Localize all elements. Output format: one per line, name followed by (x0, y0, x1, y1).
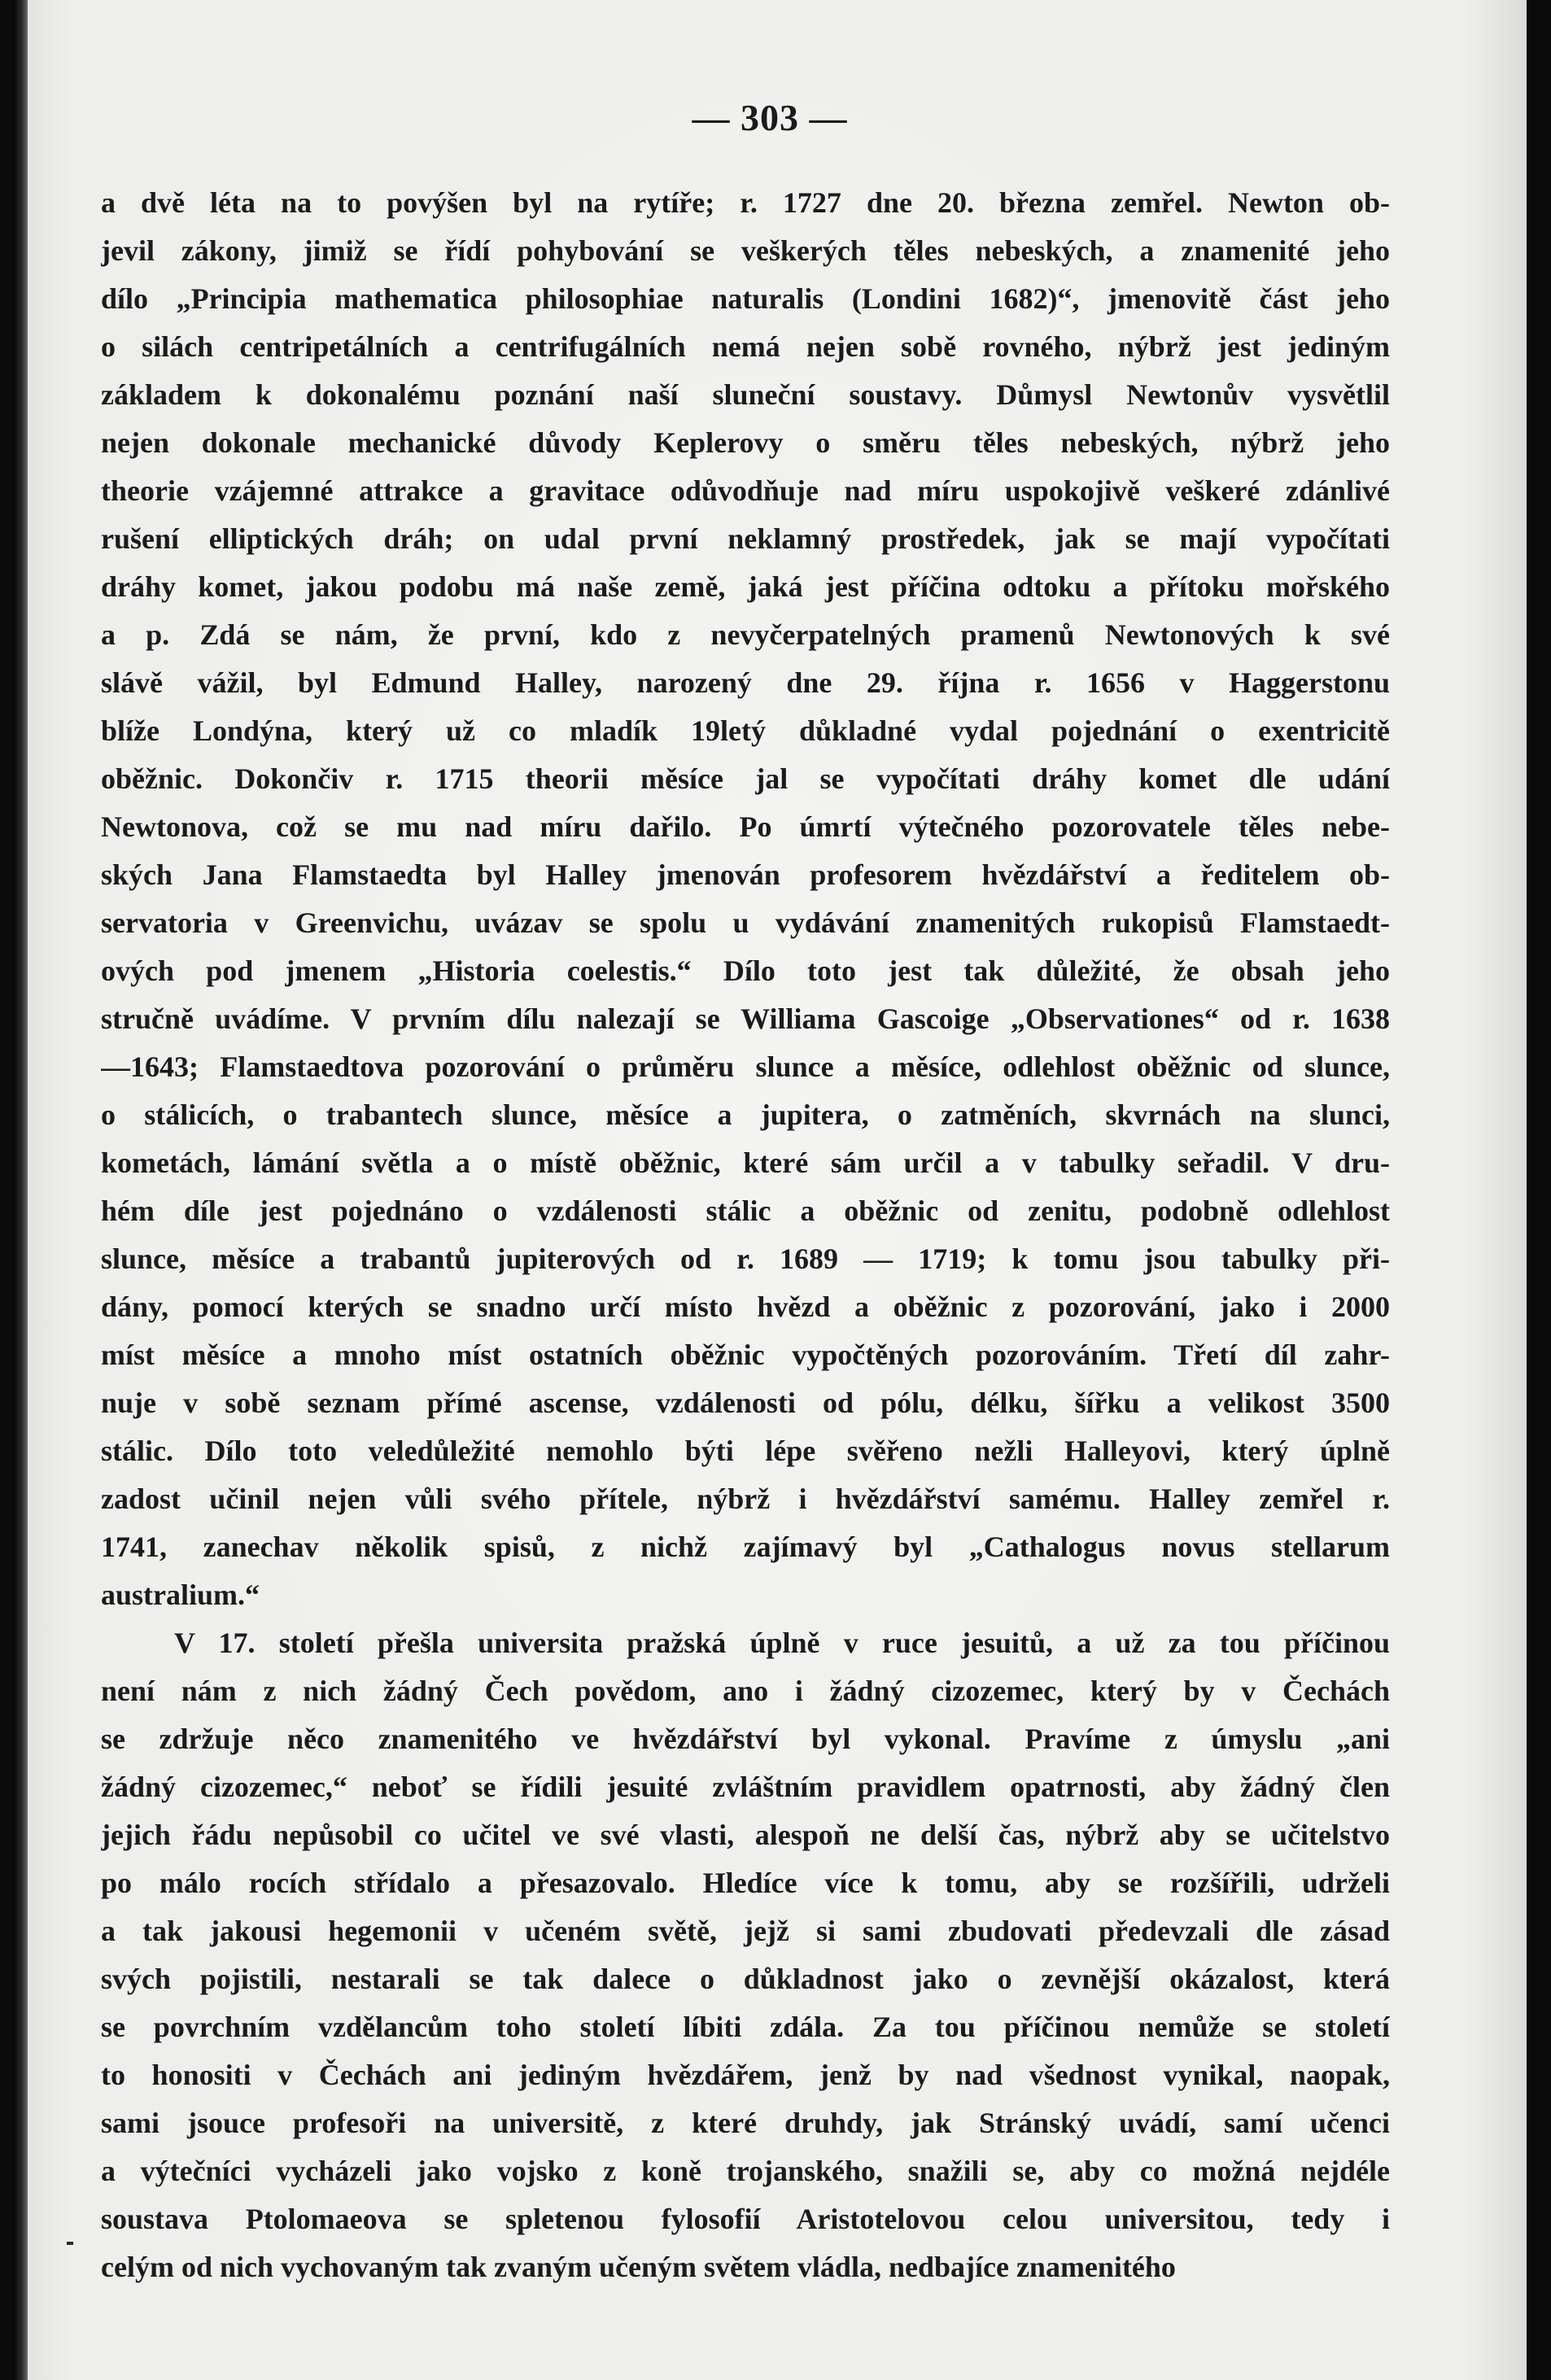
text-line: jevil zákony, jimiž se řídí pohybování se veškerých těles nebeských, a znamenité jeho (101, 234, 1390, 267)
text-line: míst měsíce a mnoho míst ostatních oběžnic vypočtěných pozorováním. Třetí díl zahr- (101, 1338, 1390, 1371)
text-line: soustava Ptolomaeova se spletenou fylosofií Aristotelovou celou universitou, tedy i (101, 2203, 1390, 2235)
text-line: základem k dokonalému poznání naší sluneční soustavy. Důmysl Newtonův vysvětlil (101, 378, 1390, 411)
text-line: 1741, zanechav několik spisů, z nichž zajímavý byl „Cathalogus novus stellarum (101, 1531, 1390, 1563)
text-line: ských Jana Flamstaedta byl Halley jmenován profesorem hvězdářství a ředitelem ob- (101, 858, 1390, 891)
text-line: slávě vážil, byl Edmund Halley, narozený dne 29. října r. 1656 v Haggerstonu (101, 666, 1390, 699)
text-line: —1643; Flamstaedtova pozorování o průměru slunce a měsíce, odlehlost oběžnic od slunce, (101, 1050, 1390, 1083)
text-line: kometách, lámání světla a o místě oběžnic, které sám určil a v tabulky seřadil. V dru- (101, 1146, 1390, 1179)
text-line: theorie vzájemné attrakce a gravitace odůvodňuje nad míru uspokojivě veškeré zdánlivé (101, 474, 1390, 507)
text-line: hém díle jest pojednáno o vzdálenosti stálic a oběžnic od zenitu, podobně odlehlost (101, 1194, 1390, 1227)
text-line: australium.“ (101, 1579, 260, 1611)
text-line: V 17. století přešla universita pražská úplně v ruce jesuitů, a už za tou příčinou (174, 1627, 1390, 1659)
paragraph (101, 1619, 1390, 2291)
text-line: Newtonova, což se mu nad míru dařilo. Po úmrtí výtečného pozorovatele těles nebe- (101, 810, 1390, 843)
text-line: dráhy komet, jakou podobu má naše země, jaká jest příčina odtoku a přítoku mořského (101, 570, 1390, 603)
text-line: stručně uvádíme. V prvním dílu nalezají se Williama Gascoige „Observationes“ od r. 1638 (101, 1002, 1390, 1035)
text-line: celým od nich vychovaným tak zvaným učeným světem vládla, nedbajíce znamenitého (101, 2251, 1176, 2283)
text-line: to honositi v Čechách ani jediným hvězdářem, jenž by nad všednost vynikal, naopak, (101, 2059, 1390, 2091)
page-number: — 303 — (692, 97, 848, 138)
text-line: po málo rocích střídalo a přesazovalo. Hledíce více k tomu, aby se rozšířili, udrželi (101, 1867, 1390, 1899)
text-line: a tak jakousi hegemonii v učeném světě, jejž si sami zbudovati předevzali dle zásad (101, 1915, 1390, 1947)
text-line: blíže Londýna, který už co mladík 19letý důkladné vydal pojednání o exentricitě (101, 714, 1390, 747)
text-line: a p. Zdá se nám, že první, kdo z nevyčerpatelných pramenů Newtonových k své (101, 618, 1390, 651)
margin-mark (67, 2242, 73, 2245)
text-line: dílo „Principia mathematica philosophiae naturalis (Londini 1682)“, jmenovitě část jeho (101, 282, 1390, 315)
text-line: sami jsouce profesoři na universitě, z které druhdy, jak Stránský uvádí, samí učenci (101, 2107, 1390, 2139)
text-line: dány, pomocí kterých se snadno určí místo hvězd a oběžnic z pozorování, jako i 2000 (101, 1290, 1390, 1323)
book-page (13, 0, 1527, 2380)
text-line: se zdržuje něco znamenitého ve hvězdářství byl vykonal. Pravíme z úmyslu „ani (101, 1723, 1390, 1755)
text-line: oběžnic. Dokončiv r. 1715 theorii měsíce jal se vypočítati dráhy komet dle udání (101, 762, 1390, 795)
text-line: zadost učinil nejen vůli svého přítele, nýbrž i hvězdářství samému. Halley zemřel r. (101, 1483, 1390, 1515)
text-line: nuje v sobě seznam přímé ascense, vzdálenosti od pólu, délku, šířku a velikost 3500 (101, 1387, 1390, 1419)
paragraph (101, 179, 1390, 1619)
text-line: není nám z nich žádný Čech povědom, ano i žádný cizozemec, který by v Čechách (101, 1675, 1390, 1707)
body-text (101, 179, 1390, 2291)
text-line: žádný cizozemec,“ neboť se řídili jesuité zvláštním pravidlem opatrnosti, aby žádný člen (101, 1771, 1390, 1803)
text-line: servatoria v Greenvichu, uvázav se spolu u vydávání znamenitých rukopisů Flamstaedt- (101, 906, 1390, 939)
text-line: jejich řádu nepůsobil co učitel ve své vlasti, alespoň ne delší čas, nýbrž aby se učitelstvo (101, 1819, 1390, 1851)
text-line: svých pojistili, nestarali se tak dalece o důkladnost jako o zevnější okázalost, která (101, 1963, 1390, 1995)
text-line: o stálicích, o trabantech slunce, měsíce a jupitera, o zatměních, skvrnách na slunci, (101, 1098, 1390, 1131)
text-line: o silách centripetálních a centrifugálních nemá nejen sobě rovného, nýbrž jest jediným (101, 330, 1390, 363)
text-line: slunce, měsíce a trabantů jupiterových od r. 1689 — 1719; k tomu jsou tabulky při- (101, 1242, 1390, 1275)
text-line: a dvě léta na to povýšen byl na rytíře; r. 1727 dne 20. března zemřel. Newton ob- (101, 186, 1390, 219)
text-line: stálic. Dílo toto veledůležité nemohlo býti lépe svěřeno nežli Halleyovi, který úplně (101, 1435, 1390, 1467)
text-line: rušení elliptických dráh; on udal první neklamný prostředek, jak se mají vypočítati (101, 522, 1390, 555)
text-line: ových pod jmenem „Historia coelestis.“ Dílo toto jest tak důležité, že obsah jeho (101, 954, 1390, 987)
text-line: se povrchním vzdělancům toho století líbiti zdála. Za tou příčinou nemůže se století (101, 2011, 1390, 2043)
text-line: nejen dokonale mechanické důvody Keplerovy o směru těles nebeských, nýbrž jeho (101, 426, 1390, 459)
text-line: a výtečníci vycházeli jako vojsko z koně trojanského, snažili se, aby co možná nejdéle (101, 2155, 1390, 2187)
binding-shadow (13, 0, 28, 2380)
